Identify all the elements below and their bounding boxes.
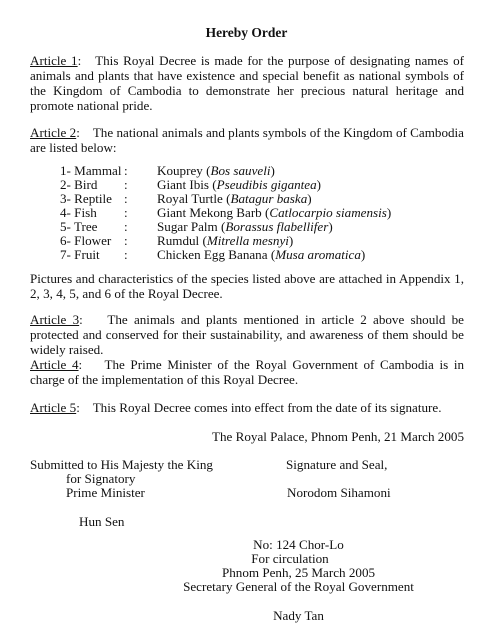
list-item-category: 2- Bird — [60, 177, 98, 192]
article-5-text: This Royal Decree comes into effect from the date of its signature. — [92, 400, 442, 415]
list-item-category: 4- Fish — [60, 205, 97, 220]
list-item-species: Rumdul (Mitrella mesnyi) — [157, 233, 294, 248]
list-item-common-name: Chicken Egg Banana — [157, 247, 268, 262]
list-item-species: Royal Turtle (Batagur baska) — [157, 191, 312, 206]
document-title: Hereby Order — [205, 25, 288, 40]
decree-number: No: 124 Chor-Lo — [253, 537, 344, 552]
list-item-category: 1- Mammal — [60, 163, 122, 178]
list-item-common-name: Giant Mekong Barb — [157, 205, 262, 220]
list-item-category: 5- Tree — [60, 219, 98, 234]
list-item-scientific-name: Bos sauveli — [210, 163, 271, 178]
article-3-text: The animals and plants mentioned in article 2 above should be protected and conserved for their sustainability, and awareness of them should be widely raised. — [30, 312, 464, 357]
signature-label: Signature and Seal, — [286, 457, 388, 472]
submitted-line-1: Submitted to His Majesty the King — [30, 457, 213, 472]
article-2-text: The national animals and plants symbols of the Kingdom of Cambodia are listed below: — [30, 125, 464, 155]
place-date: The Royal Palace, Phnom Penh, 21 March 2005 — [211, 429, 464, 444]
list-item-colon: : — [124, 233, 128, 248]
list-item-scientific-name: Borassus flabellifer — [225, 219, 329, 234]
list-item-common-name: Royal Turtle — [157, 191, 223, 206]
appendix-note: Pictures and characteristics of the species listed above are attached in Appendix 1, 2, 3, 4, 5, and 6 of the Royal Decree. — [30, 271, 464, 301]
list-item-category: 6- Flower — [60, 233, 112, 248]
submitted-line-2: for Signatory — [66, 471, 136, 486]
article-2-label: Article 2 — [30, 125, 77, 140]
list-item-scientific-name: Musa aromatica — [275, 247, 361, 262]
list-item-scientific-name: Batagur baska — [230, 191, 308, 206]
list-item-category: 3- Reptile — [60, 191, 112, 206]
list-item-category: 7- Fruit — [60, 247, 100, 262]
article-1-label: Article 1 — [30, 53, 78, 68]
circulation-purpose: For circulation — [251, 551, 329, 566]
list-item-colon: : — [124, 247, 128, 262]
list-item-colon: : — [124, 191, 128, 206]
circulation-office: Secretary General of the Royal Government — [183, 579, 414, 594]
list-item-species: Giant Mekong Barb (Catlocarpio siamensis) — [157, 205, 392, 220]
list-item-species: Kouprey (Bos sauveli) — [157, 163, 275, 178]
article-1: Article 1: This Royal Decree is made for the purpose of designating names of animals and plants that have existence and special benefit as national symbols of the Kingdom of Cambodia to demonstrate her precious natural heritage and promote national pride. — [30, 53, 464, 113]
list-item-common-name: Rumdul — [157, 233, 200, 248]
article-2: Article 2: The national animals and plants symbols of the Kingdom of Cambodia are listed below: — [30, 125, 464, 155]
list-item-scientific-name: Pseudibis gigantea — [216, 177, 317, 192]
list-item-colon: : — [124, 163, 128, 178]
article-5: Article 5: This Royal Decree comes into effect from the date of its signature. — [30, 400, 442, 415]
list-item-scientific-name: Mitrella mesnyi — [206, 233, 289, 248]
list-item-colon: : — [124, 177, 128, 192]
article-4: Article 4: The Prime Minister of the Royal Government of Cambodia is in charge of the implementation of this Royal Decree. — [30, 357, 464, 387]
submitted-line-3: Prime Minister — [66, 485, 145, 500]
article-3-label: Article 3 — [30, 312, 80, 327]
list-item-colon: : — [124, 205, 128, 220]
list-item-scientific-name: Catlocarpio siamensis — [269, 205, 387, 220]
list-item-species: Chicken Egg Banana (Musa aromatica) — [157, 247, 366, 262]
list-item-common-name: Kouprey — [157, 163, 203, 178]
circulation-place-date: Phnom Penh, 25 March 2005 — [221, 565, 376, 580]
prime-minister-name: Hun Sen — [79, 514, 125, 529]
secretary-general-name: Nady Tan — [273, 608, 324, 623]
article-4-text: The Prime Minister of the Royal Government of Cambodia is in charge of the implementation of this Royal Decree. — [30, 357, 464, 387]
list-item-species: Sugar Palm (Borassus flabellifer) — [157, 219, 333, 234]
list-item-species: Giant Ibis (Pseudibis gigantea) — [157, 177, 322, 192]
article-3: Article 3: The animals and plants mentioned in article 2 above should be protected and conserved for their sustainability, and awareness of them should be widely raised. — [30, 312, 464, 357]
article-5-label: Article 5 — [30, 400, 77, 415]
king-name: Norodom Sihamoni — [287, 485, 391, 500]
list-item-colon: : — [124, 219, 128, 234]
list-item-common-name: Giant Ibis — [157, 177, 210, 192]
list-item-common-name: Sugar Palm — [157, 219, 218, 234]
article-1-text: This Royal Decree is made for the purpose of designating names of animals and plants that have existence and special benefit as national symbols of the Kingdom of Cambodia to demonstrate her precious natural heritage and promote national pride. — [30, 53, 464, 113]
article-4-label: Article 4 — [30, 357, 79, 372]
